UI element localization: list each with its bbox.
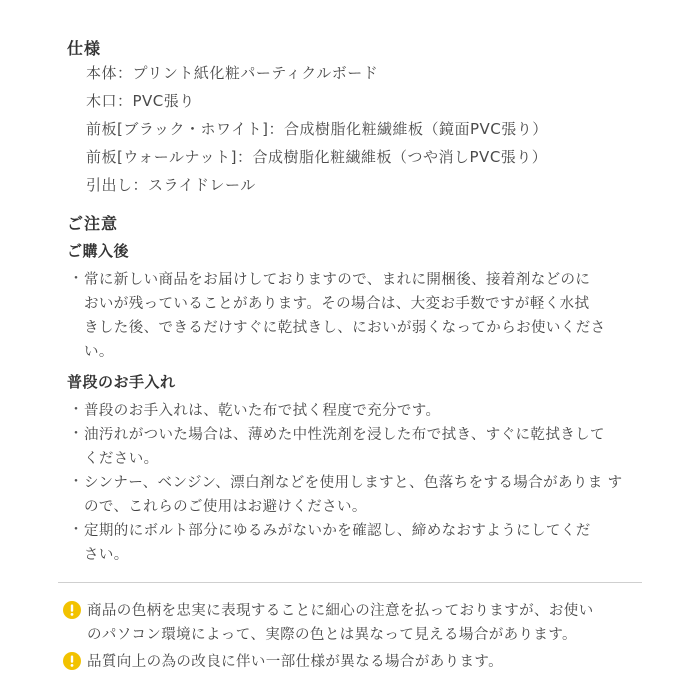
spec-item-edge: 木口：PVC張り — [86, 92, 195, 110]
care-note-line: ください。 — [84, 451, 159, 467]
footer-note-line: 商品の色柄を忠実に表現することに細心の注意を払っておりますが、お使い — [87, 603, 594, 619]
after-purchase-note-line: きした後、できるだけすぐに乾拭きし、においが弱くなってからお使いくださ — [84, 320, 606, 336]
spec-item-front-walnut: 前板[ウォールナット]：合成樹脂化粧繊維板（つや消しPVC張り） — [86, 148, 548, 166]
bullet-dot: ・ — [69, 522, 83, 538]
care-note-line: ので、これらのご使用はお避けください。 — [84, 499, 367, 515]
care-note-line: 油汚れがついた場合は、薄めた中性洗剤を浸した布で拭き、すぐに乾拭きして — [84, 427, 605, 443]
spec-item-front-black-white: 前板[ブラック・ホワイト]：合成樹脂化粧繊維板（鏡面PVC張り） — [86, 120, 548, 138]
exclamation-circle-icon — [63, 652, 81, 670]
care-note-line: 普段のお手入れは、乾いた布で拭く程度で充分です。 — [84, 403, 441, 419]
spec-item-drawer: 引出し：スライドレール — [86, 176, 256, 194]
footer-note-line: のパソコン環境によって、実際の色とは異なって見える場合があります。 — [87, 627, 577, 643]
footer-note-line: 品質向上の為の改良に伴い一部仕様が異なる場合があります。 — [87, 654, 504, 670]
after-purchase-note-line: 常に新しい商品をお届けしておりますので、まれに開梱後、接着剤などのに — [84, 272, 591, 288]
exclamation-circle-icon — [63, 601, 81, 619]
spec-title: 仕様 — [67, 39, 102, 58]
after-purchase-note-line: おいが残っていることがあります。その場合は、大変お手数ですが軽く水拭 — [84, 296, 590, 312]
bullet-dot: ・ — [69, 426, 83, 442]
care-title: 普段のお手入れ — [67, 373, 176, 391]
care-note-line: シンナー、ベンジン、漂白剤などを使用しますと、色落ちをする場合がありま す — [84, 475, 623, 491]
bullet-dot: ・ — [69, 271, 83, 287]
care-note-line: さい。 — [84, 547, 129, 563]
caution-title: ご注意 — [67, 214, 119, 233]
bullet-dot: ・ — [69, 402, 83, 418]
after-purchase-note-line: い。 — [84, 344, 114, 360]
care-note-line: 定期的にボルト部分にゆるみがないかを確認し、締めなおすようにしてくだ — [84, 523, 591, 539]
after-purchase-title: ご購入後 — [67, 242, 130, 260]
divider — [58, 582, 642, 583]
spec-item-body: 本体：プリント紙化粧パーティクルボード — [86, 64, 379, 82]
bullet-dot: ・ — [69, 474, 83, 490]
